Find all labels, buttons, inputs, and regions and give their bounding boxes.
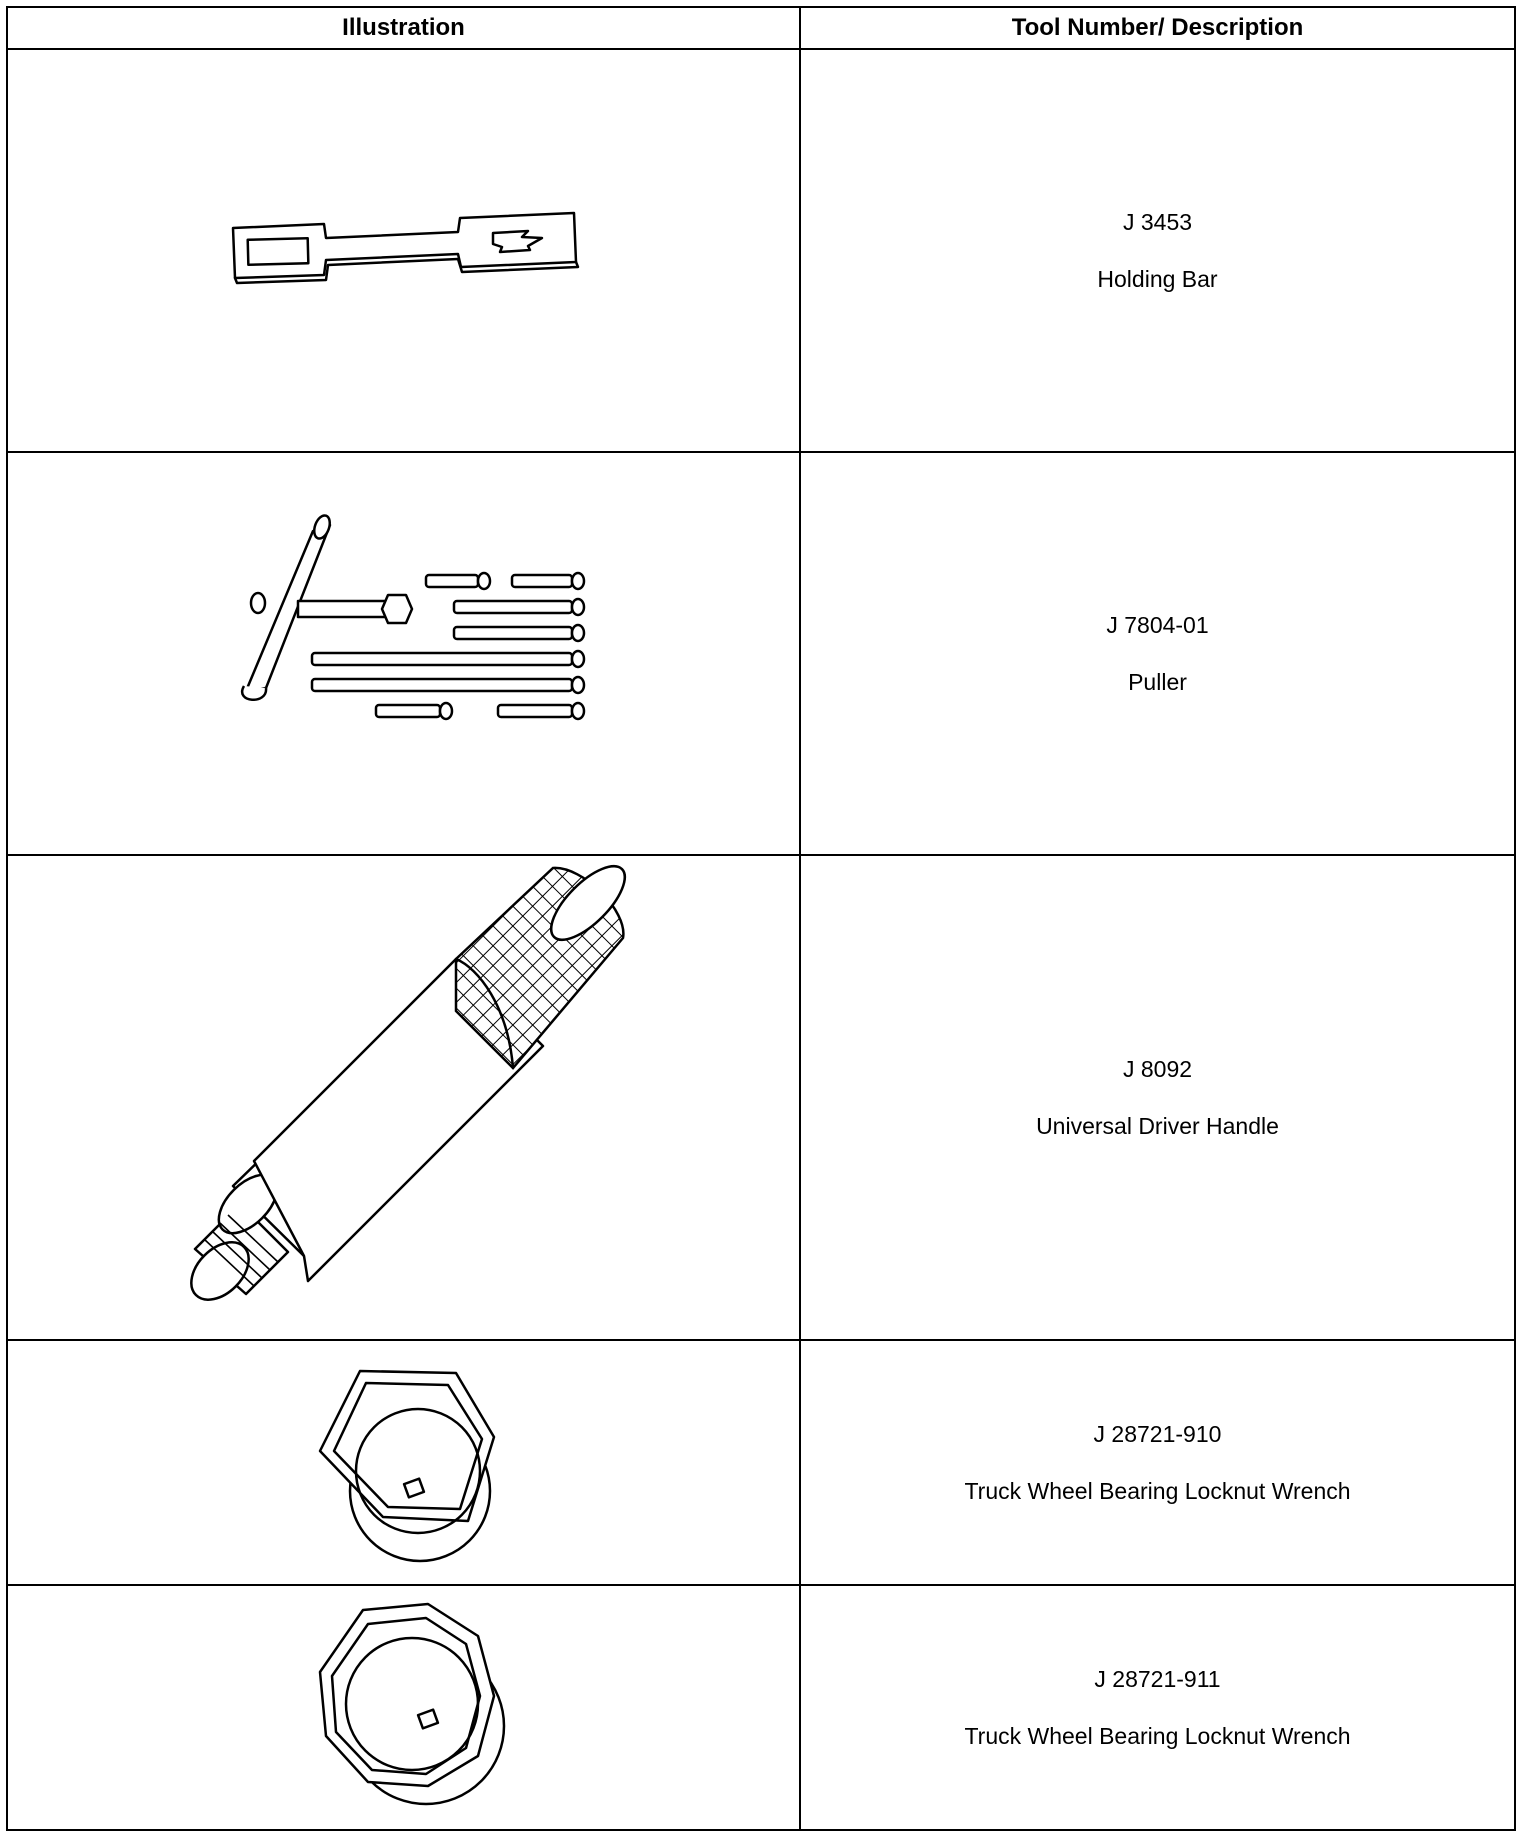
description-cell bbox=[800, 1585, 1515, 1830]
tool-number: J 3453 bbox=[1122, 208, 1193, 235]
illustration-cell bbox=[7, 1340, 800, 1585]
tool-description: Universal Driver Handle bbox=[1036, 1112, 1279, 1139]
locknut-wrench-oct-illustration bbox=[8, 1586, 801, 1829]
tool-number: J 8092 bbox=[1122, 1055, 1193, 1082]
tool-description: Puller bbox=[1128, 668, 1187, 695]
puller-illustration bbox=[8, 453, 801, 854]
header-tool-description: Tool Number/ Description bbox=[800, 7, 1515, 49]
header-row bbox=[7, 7, 1515, 49]
tool-description: Truck Wheel Bearing Locknut Wrench bbox=[964, 1477, 1351, 1504]
puller-bolts bbox=[312, 573, 584, 719]
header-illustration: Illustration bbox=[7, 7, 800, 49]
illustration-cell bbox=[7, 49, 800, 452]
table-row bbox=[7, 49, 1515, 452]
table-row bbox=[7, 1340, 1515, 1585]
illustration-cell bbox=[7, 855, 800, 1340]
driver-handle-illustration bbox=[8, 856, 801, 1339]
description-cell bbox=[800, 49, 1515, 452]
table-row bbox=[7, 452, 1515, 855]
description-cell bbox=[800, 855, 1515, 1340]
tool-number: J 28721-910 bbox=[1093, 1420, 1222, 1447]
table-row bbox=[7, 855, 1515, 1340]
tool-number: J 28721-911 bbox=[1094, 1665, 1221, 1692]
description-cell bbox=[800, 1340, 1515, 1585]
tool-number: J 7804-01 bbox=[1106, 611, 1209, 638]
illustration-cell bbox=[7, 1585, 800, 1830]
table-row bbox=[7, 1585, 1515, 1830]
illustration-cell bbox=[7, 452, 800, 855]
tool-table bbox=[6, 6, 1516, 1831]
tool-description: Truck Wheel Bearing Locknut Wrench bbox=[964, 1722, 1351, 1749]
locknut-wrench-hex-illustration bbox=[8, 1341, 801, 1584]
holding-bar-illustration bbox=[8, 50, 801, 451]
description-cell bbox=[800, 452, 1515, 855]
tool-description: Holding Bar bbox=[1097, 265, 1218, 292]
